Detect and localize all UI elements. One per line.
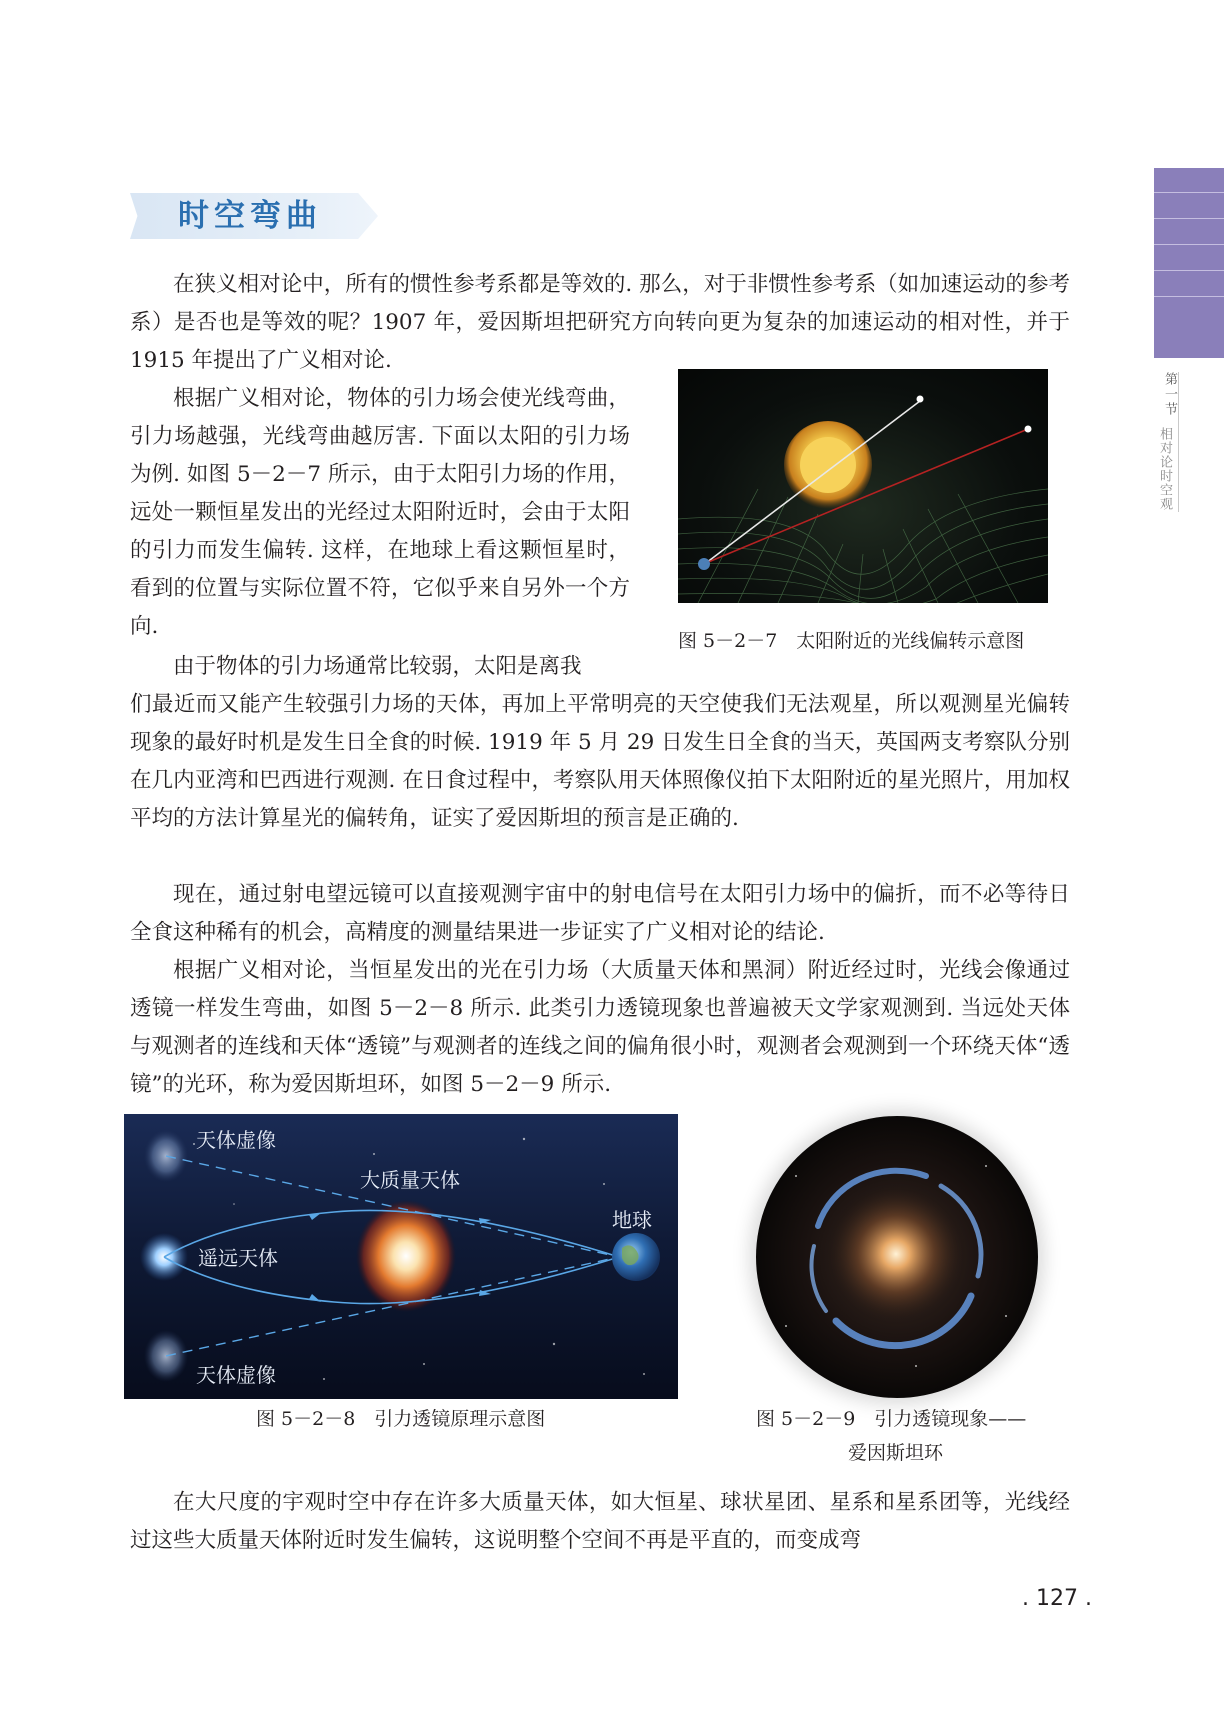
- figure-5-2-8-caption: 图 5－2－8 引力透镜原理示意图: [256, 1408, 546, 1430]
- paragraph-3-rest: 们最近而又能产生较强引力场的天体，再加上平常明亮的天空使我们无法观星，所以观测星光偏转现象的最好时机是发生日全食的时候. 1919 年 5 月 29 日发生日全食的当天，英国两支考察队分别在几内亚湾和巴西进行观测. 在日食过程中，考察队用天体照像仪拍下太阳附近的星光照片，用加权平均的方法计算星光的偏转角，证实了爱因斯坦的预言是正确的.: [130, 692, 1070, 831]
- einstein-ring-illustration: [756, 1116, 1038, 1398]
- paragraph-5: 根据广义相对论，当恒星发出的光在引力场（大质量天体和黑洞）附近经过时，光线会像通过透镜一样发生弯曲，如图 5－2－8 所示. 此类引力透镜现象也普遍被天文学家观测到. 当远处天体与观测者的连线和天体“透镜”与观测者的连线之间的偏角很小时，观测者会观测到一个环绕天体“透镜”的光环，称为爱因斯坦环，如图 5－2－9 所示.: [130, 958, 1070, 1097]
- figure-einstein-ring-image: [756, 1116, 1038, 1398]
- paragraph-3: [130, 648, 1070, 838]
- figure-5-2-9-caption-line-1: 图 5－2－9 引力透镜现象——: [756, 1408, 1027, 1430]
- paragraph-3-first-line: 由于物体的引力场通常比较弱，太阳是离我: [173, 654, 582, 679]
- spacetime-grid-illustration: [678, 369, 1048, 603]
- side-section-title: 相对论时空观: [1157, 427, 1172, 511]
- label-massive-body: 大质量天体: [360, 1168, 460, 1192]
- label-earth: 地球: [612, 1208, 652, 1232]
- page-number: . 127 .: [1022, 1586, 1092, 1611]
- paragraph-1: 在狭义相对论中，所有的惯性参考系都是等效的. 那么，对于非惯性参考系（如加速运动的参考系）是否也是等效的呢？1907 年，爱因斯坦把研究方向转向更为复杂的加速运动的相对性，并于 1915 年提出了广义相对论.: [130, 272, 1070, 373]
- paragraph-6: 在大尺度的宇观时空中存在许多大质量天体，如大恒星、球状星团、星系和星系团等，光线经过这些大质量天体附近时发生偏转，这说明整个空间不再是平直的，而变成弯: [130, 1490, 1070, 1553]
- figure-gravitational-lens-diagram: [124, 1114, 678, 1399]
- label-virtual-image-bottom: 天体虚像: [196, 1363, 276, 1387]
- label-virtual-image-top: 天体虚像: [196, 1128, 276, 1152]
- label-distant-body: 遥远天体: [198, 1246, 278, 1270]
- side-divider: [1178, 372, 1179, 512]
- side-chapter-label: 第一节: [1162, 372, 1177, 417]
- figure-light-deflection-image: [678, 369, 1048, 603]
- paragraph-4: 现在，通过射电望远镜可以直接观测宇宙中的射电信号在太阳引力场中的偏折，而不必等待日全食这种稀有的机会，高精度的测量结果进一步证实了广义相对论的结论.: [130, 882, 1070, 945]
- figure-5-2-9-caption-line-2: 爱因斯坦环: [848, 1442, 944, 1464]
- chapter-side-tab: [1154, 168, 1224, 358]
- paragraph-2: 根据广义相对论，物体的引力场会使光线弯曲，引力场越强，光线弯曲越厉害. 下面以太阳的引力场为例. 如图 5－2－7 所示，由于太阳引力场的作用，远处一颗恒星发出的光经过太阳附近时，会由于太阳的引力而发生偏转. 这样，在地球上看这颗恒星时，看到的位置与实际位置不符，它似乎来自另外一个方向.: [130, 386, 630, 639]
- section-heading: 时空弯曲: [178, 198, 322, 234]
- figure-5-2-7-caption: 图 5－2－7 太阳附近的光线偏转示意图: [678, 630, 1025, 652]
